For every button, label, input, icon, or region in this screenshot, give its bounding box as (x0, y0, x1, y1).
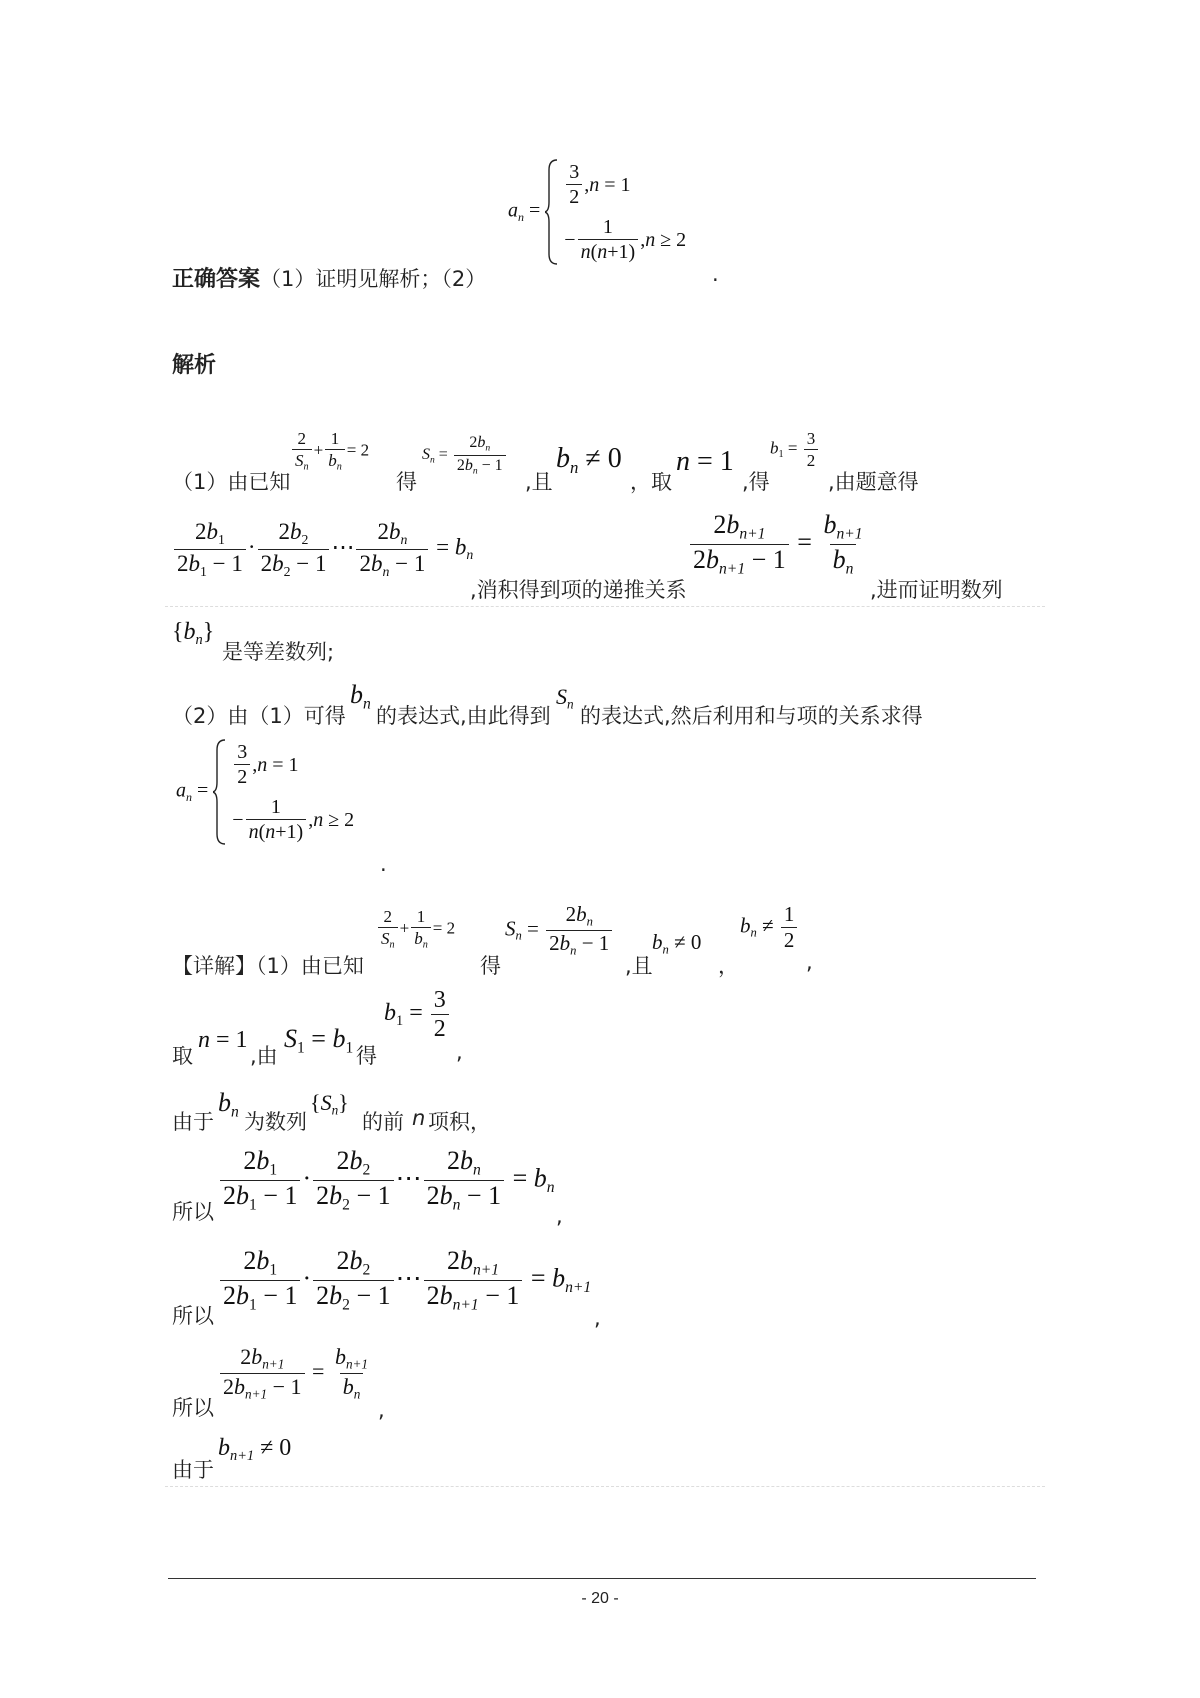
formula-bn-ne-0: $b_n \ne 0$ (556, 443, 622, 477)
detail-c3: , (378, 1398, 385, 1422)
formula-n-eq-1: n = 1 (676, 446, 734, 477)
analysis-p1-start: （1）由已知 (172, 470, 291, 494)
analysis-p1-de: 得 (396, 470, 417, 494)
answer-heading: 正确答案 (172, 267, 261, 292)
footer-rule (168, 1578, 1036, 1579)
analysis-p2-xiaoji: ,消积得到项的递推关系 (470, 578, 687, 602)
formula-bn1-ne-0: $b_{n+1} \ne 0$ (218, 1435, 292, 1465)
detail-qian: 的前 (362, 1110, 404, 1134)
detail-you: ,由 (250, 1044, 278, 1068)
formula-bn-ne-0-detail: $b_n \ne 0$ (652, 930, 702, 957)
detail-comma2: , (806, 950, 813, 974)
analysis-p4-end: 的表达式,然后利用和与项的关系求得 (580, 704, 923, 728)
answer-an-formula: $a_n$ = $\frac{3}{2}$ , n = 1 − $\frac{1}{n(n+1)}$ , n ≥ 2 (508, 158, 686, 266)
answer-line (172, 262, 486, 293)
answer-part1: （1）证明见解析；（2） (260, 267, 487, 291)
analysis-p4-period: . (380, 852, 387, 876)
detail-weishulie: 为数列 (244, 1110, 307, 1134)
formula-n-eq-1-detail: n = 1 (198, 1027, 248, 1053)
detail-yuyu: 由于 (172, 1110, 214, 1134)
detail-label: 【详解】（1）由已知 (172, 954, 364, 978)
dashed-separator (165, 606, 1045, 607)
analysis-p4-start: （2）由（1）可得 (172, 704, 346, 728)
formula-product-bn: $\frac{2b_1}{2b_1 - 1}$ · $\frac{2b_2}{2b_2 - 1}$ ⋯ $\frac{2b_n}{2b_n - 1}$ = $b_n$ (172, 520, 473, 578)
detail-suoyi1: 所以 (172, 1200, 214, 1224)
formula-bn-detail: $b_n$ (218, 1088, 239, 1121)
formula-2-over-sn: $\frac{2}{S_n}$ + $\frac{1}{b_n}$ = 2 (290, 430, 369, 473)
formula-b1-detail: $b_1$ = $\frac{3}{2}$ (384, 988, 451, 1041)
answer-period: . (712, 262, 719, 286)
analysis-p1-tiyi: ,由题意得 (828, 470, 919, 494)
formula-recursion-detail: $\frac{2b_{n+1}}{2b_{n+1} - 1}$ = $\frac{b_{n+1}}{b_n}$ (218, 1346, 373, 1401)
detail-suoyi3: 所以 (172, 1396, 214, 1420)
formula-bn-inline: $b_n$ (350, 680, 371, 713)
analysis-an-formula: $a_n$ = $\frac{3}{2}$ , n = 1 − $\frac{1}{n(n+1)}$ , n ≥ 2 (176, 738, 354, 846)
detail-de: 得 (480, 954, 501, 978)
formula-sn-short: $S_n$ = $\frac{2b_n}{2b_n - 1}$ (422, 435, 508, 476)
detail-suoyi2: 所以 (172, 1304, 214, 1328)
formula-sn-inline: $S_n$ (556, 684, 574, 712)
detail-comma1: ， (718, 954, 739, 978)
analysis-p2-jin: ,进而证明数列 (870, 578, 1003, 602)
detail-yuyu2: 由于 (172, 1458, 214, 1482)
analysis-p4-mid: 的表达式,由此得到 (376, 704, 551, 728)
formula-recursion: $\frac{2b_{n+1}}{2b_{n+1} - 1}$ = $\frac{b_{n+1}}{b_n}$ (688, 512, 868, 577)
formula-s1-eq-b1: $S_1 = b_1$ (284, 1024, 354, 1057)
detail-xiangji: 项积， (428, 1110, 491, 1134)
detail-comma3: , (456, 1040, 463, 1064)
dashed-separator (165, 1486, 1045, 1487)
analysis-p1-de2: ,得 (742, 470, 770, 494)
analysis-p1-qie: ,且 (525, 470, 553, 494)
detail-n-var: n (412, 1106, 426, 1130)
formula-product-bn-detail: $\frac{2b_1}{2b_1 - 1}$ · $\frac{2b_2}{2b_2 - 1}$ ⋯ $\frac{2b_n}{2b_n - 1}$ = $b_n$ (218, 1148, 555, 1213)
formula-sn-set: $\{S_n\}$ (310, 1090, 349, 1118)
formula-b1-short: $b_1$ = $\frac{3}{2}$ (770, 430, 820, 469)
analysis-p1-qu: ，取 (630, 470, 672, 494)
detail-qu: 取 (172, 1044, 193, 1068)
analysis-heading: 解析 (172, 353, 217, 378)
formula-sn-detail: $S_n$ = $\frac{2b_n}{2b_n - 1}$ (505, 904, 614, 957)
formula-bn-ne-half: $b_n$ ≠ $\frac{1}{2}$ (740, 904, 799, 951)
detail-de2: 得 (356, 1044, 377, 1068)
detail-qie: ,且 (625, 954, 653, 978)
detail-c1: , (556, 1204, 563, 1228)
page-number: - 20 - (581, 1590, 619, 1607)
left-brace-icon (545, 158, 559, 266)
detail-c2: , (594, 1306, 601, 1330)
left-brace-icon (213, 738, 227, 846)
formula-bn-set: $\{b_n\}$ (172, 619, 215, 649)
analysis-p3-dengcha: 是等差数列; (222, 640, 335, 664)
formula-product-bn1: $\frac{2b_1}{2b_1 - 1}$ · $\frac{2b_2}{2b_2 - 1}$ ⋯ $\frac{2b_{n+1}}{2b_{n+1} - 1}$ = $b_{n+1}$ (218, 1248, 591, 1313)
formula-2-over-sn-detail: $\frac{2}{S_n}$ + $\frac{1}{b_n}$ = 2 (376, 908, 455, 951)
